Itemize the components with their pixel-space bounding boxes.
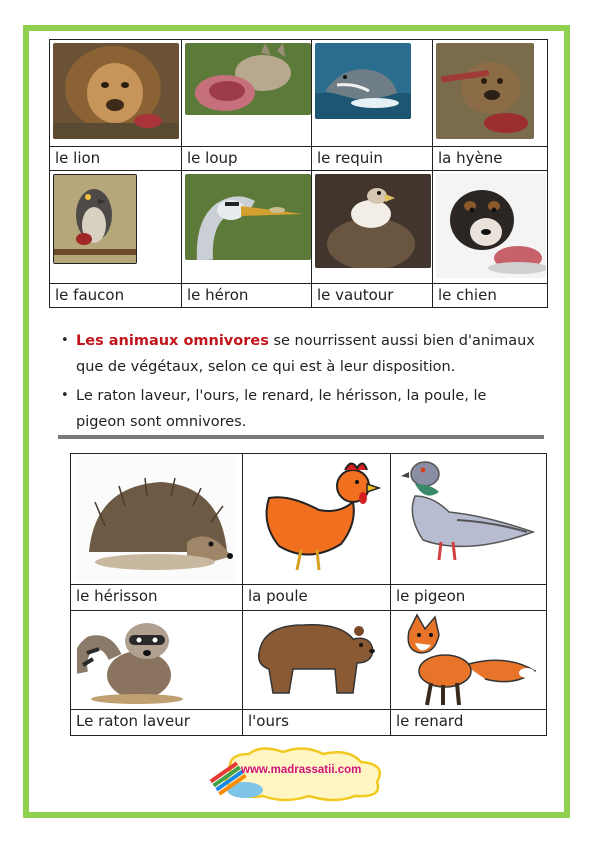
raccoon-cell (71, 611, 243, 710)
label-raccoon: Le raton laveur (71, 710, 243, 736)
definition-text: se nourrissent aussi bien d'animaux que de végétaux, selon ce qui est à leur disposition. (76, 333, 535, 375)
hyena-photo (436, 43, 534, 139)
logo-text: www.madrassatii.com (241, 764, 362, 776)
hen-cell (243, 454, 391, 585)
label-hyena: la hyène (433, 147, 548, 171)
carnivores-table (49, 39, 548, 308)
wolf-photo (185, 43, 311, 115)
fox-photo (395, 613, 543, 709)
pigeon-photo (397, 456, 541, 580)
hyena-cell (433, 40, 548, 147)
label-wolf: le loup (182, 147, 312, 171)
label-shark: le requin (312, 147, 433, 171)
label-hen: la poule (243, 585, 391, 611)
falcon-cell (50, 171, 182, 284)
omnivores-table (70, 453, 547, 736)
section-divider (58, 435, 544, 439)
label-dog: le chien (433, 284, 548, 308)
vulture-photo (315, 174, 431, 268)
shark-cell (312, 40, 433, 147)
raccoon-photo (77, 613, 195, 705)
label-vulture: le vautour (312, 284, 433, 308)
heron-cell (182, 171, 312, 284)
vulture-cell (312, 171, 433, 284)
label-fox: le renard (391, 710, 547, 736)
falcon-photo (53, 174, 137, 264)
shark-photo (315, 43, 411, 119)
hedgehog-cell (71, 454, 243, 585)
omnivores-text (58, 328, 538, 438)
heron-photo (185, 174, 311, 260)
wolf-cell (182, 40, 312, 147)
madrassatii-logo (205, 744, 390, 804)
label-hedgehog: le hérisson (71, 585, 243, 611)
label-pigeon: le pigeon (391, 585, 547, 611)
dog-cell (433, 171, 548, 284)
hedgehog-photo (75, 456, 235, 582)
dog-photo (436, 174, 546, 278)
label-heron: le héron (182, 284, 312, 308)
fox-cell (391, 611, 547, 710)
pigeon-cell (391, 454, 547, 585)
omnivores-term: Les animaux omnivores (76, 333, 269, 349)
bear-cell (243, 611, 391, 710)
bullet-examples: • Le raton laveur, l'ours, le renard, le hérisson, la poule, le pigeon sont omnivores. (76, 383, 538, 435)
bear-photo (249, 613, 375, 699)
lion-cell (50, 40, 182, 147)
lion-photo (53, 43, 179, 139)
label-bear: l'ours (243, 710, 391, 736)
label-lion: le lion (50, 147, 182, 171)
label-falcon: le faucon (50, 284, 182, 308)
hen-photo (249, 454, 381, 580)
bullet-definition (76, 328, 538, 380)
